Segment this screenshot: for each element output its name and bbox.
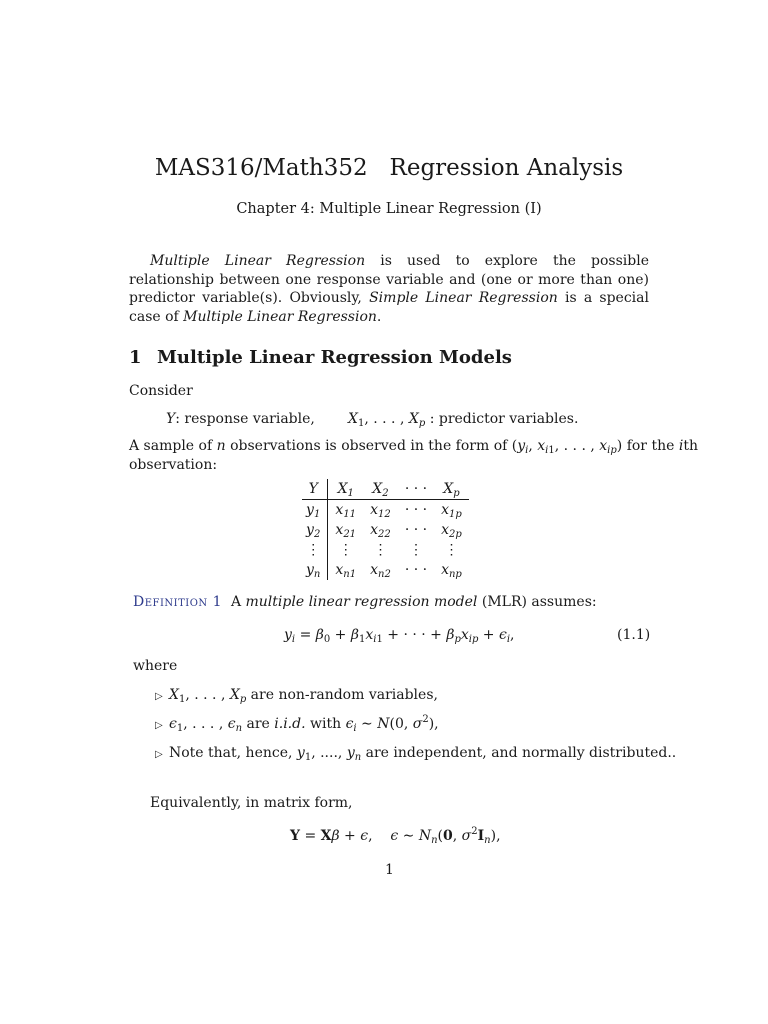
table-header-cell: $X_p$ bbox=[434, 479, 469, 500]
predictor-variables-line: $X_1$, . . . , $X_p$ : predictor variables. bbox=[348, 411, 579, 429]
table-cell: ⋮ bbox=[302, 540, 328, 560]
table-cell: $y_2$ bbox=[302, 520, 328, 540]
definition-term: multiple linear regression model bbox=[245, 594, 478, 610]
mlr-equation: $y_i = \beta_0 + \beta_1x_{i1}$ + · · · + $\beta_px_{ip} + \epsilon_i$, bbox=[284, 627, 515, 645]
equation-number: (1.1) bbox=[617, 627, 651, 643]
bullet-item-1: ▷ $X_1$, . . . , $X_p$ are non-random variables, bbox=[155, 687, 438, 705]
intro-text-1: is used to explore the possible relationship between one response variable and (one or more than one) predictor variable(s). Obviously, bbox=[129, 253, 649, 306]
table-row bbox=[302, 560, 469, 580]
sample-sentence-cont: observation: bbox=[129, 457, 218, 473]
table-cell: $y_1$ bbox=[302, 500, 328, 521]
table-cell: ⋮ bbox=[338, 542, 353, 558]
table-header-cell: $X_2$ bbox=[363, 479, 398, 500]
triangle-bullet-icon: ▷ bbox=[155, 720, 163, 731]
intro-term-mlr-2: Multiple Linear Regression bbox=[183, 308, 377, 325]
table-cell: · · · bbox=[404, 562, 428, 578]
section-title: Multiple Linear Regression Models bbox=[157, 347, 512, 368]
document-title: MAS316/Math352 Regression Analysis bbox=[154, 155, 624, 181]
intro-paragraph bbox=[129, 252, 649, 326]
page-number: 1 bbox=[385, 862, 394, 878]
table-row bbox=[302, 500, 469, 521]
bullet-item-2: ▷ $\epsilon_1$, . . . , $\epsilon_n$ are i.i.d. with $\epsilon_i$ ∼ N(0, $\sigma^2$), bbox=[155, 714, 439, 734]
intro-term-slr: Simple Linear Regression bbox=[369, 290, 558, 306]
table-cell: $x_{n1}$ bbox=[335, 562, 357, 580]
definition-line: Definition 1 A multiple linear regression model (MLR) assumes: bbox=[133, 594, 597, 610]
table-cell: $x_{1p}$ bbox=[441, 502, 462, 520]
table-cell: ⋮ bbox=[373, 542, 388, 558]
intro-text-2: is a special case of bbox=[129, 290, 649, 325]
table-cell: $x_{n2}$ bbox=[370, 562, 391, 580]
table-cell: ⋮ bbox=[444, 542, 459, 558]
table-cell: $y_n$ bbox=[302, 560, 328, 580]
section-number: 1 bbox=[129, 347, 142, 368]
table-row bbox=[302, 520, 469, 540]
consider-text: Consider bbox=[129, 383, 193, 399]
table-cell: · · · bbox=[404, 502, 428, 518]
definition-label: Definition 1 bbox=[133, 594, 223, 610]
matrix-equation: Y = Xβ + ϵ, ϵ ∼ $N_n(0$, $\sigma^2I_n$), bbox=[290, 826, 501, 846]
table-cell: · · · bbox=[404, 522, 428, 538]
table-cell: ⋮ bbox=[408, 542, 423, 558]
table-cell: $x_{np}$ bbox=[441, 562, 462, 580]
bullet-item-3: ▷ Note that, hence, $y_1$, ...., $y_n$ are independent, and normally distributed.. bbox=[155, 745, 677, 763]
section-heading bbox=[129, 347, 512, 368]
table-header-row bbox=[302, 479, 469, 500]
triangle-bullet-icon: ▷ bbox=[155, 691, 163, 702]
triangle-bullet-icon: ▷ bbox=[155, 749, 163, 760]
table-cell: $x_{12}$ bbox=[370, 502, 391, 520]
table-cell: $x_{21}$ bbox=[335, 522, 357, 540]
table-header-cell: Y bbox=[302, 479, 328, 500]
sample-sentence: A sample of n observations is observed in the form of ($y_i$, $x_{i1}$, . . . , $x_{ip}$) for the ith bbox=[129, 438, 698, 456]
intro-term-mlr: Multiple Linear Regression bbox=[150, 253, 366, 269]
table-row bbox=[302, 540, 469, 560]
table-cell: $x_{22}$ bbox=[370, 522, 391, 540]
table-cell: $x_{2p}$ bbox=[441, 522, 462, 540]
chapter-subtitle: Chapter 4: Multiple Linear Regression (I) bbox=[236, 201, 542, 217]
observation-table bbox=[302, 479, 469, 580]
matrix-lead-text: Equivalently, in matrix form, bbox=[150, 795, 353, 811]
table-cell: $x_{11}$ bbox=[335, 502, 357, 520]
intro-text-3: . bbox=[376, 308, 382, 325]
table-header-cell: $X_1$ bbox=[328, 479, 363, 500]
table-header-cell: · · · bbox=[398, 479, 434, 500]
where-text: where bbox=[133, 658, 178, 674]
response-variable-line: Y: response variable, bbox=[166, 411, 315, 427]
